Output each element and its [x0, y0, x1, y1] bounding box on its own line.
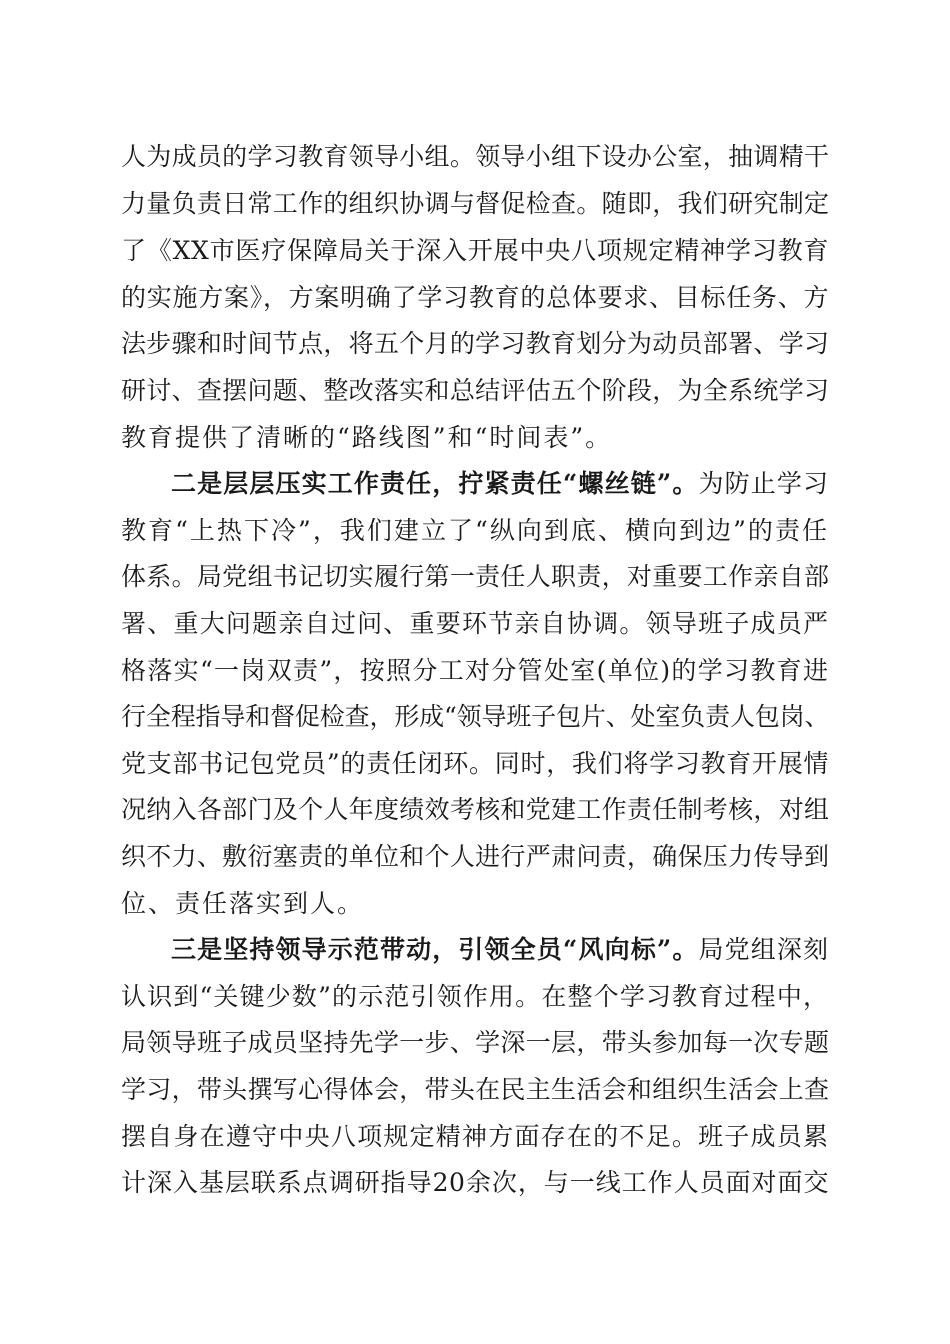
paragraph-3-line-3: 局领导班子成员坚持先学一步、学深一层，带头参加每一次专题	[121, 1028, 829, 1057]
paragraph-1-line-3: 了《XX市医疗保障局关于深入开展中央八项规定精神学习教育	[121, 236, 829, 265]
paragraph-2-line-7: 党支部书记包党员”的责任闭环。同时，我们将学习教育开展情	[121, 749, 829, 778]
paragraph-2-line-1	[171, 462, 829, 506]
paragraph-3-line-1	[171, 928, 829, 972]
paragraph-3-line-5: 摆自身在遵守中央八项规定精神方面存在的不足。班子成员累	[121, 1122, 829, 1151]
paragraph-3-line-4: 学习，带头撰写心得体会，带头在民主生活会和组织生活会上查	[121, 1075, 829, 1104]
paragraph-2-line-8: 况纳入各部门及个人年度绩效考核和党建工作责任制考核，对组	[121, 795, 829, 824]
paragraph-3-line-2: 认识到“关键少数”的示范引领作用。在整个学习教育过程中，	[121, 982, 829, 1011]
paragraph-1-line-5: 法步骤和时间节点，将五个月的学习教育划分为动员部署、学习	[121, 329, 829, 358]
paragraph-2-line-6: 行全程指导和督促检查，形成“领导班子包片、处室负责人包岗、	[121, 702, 829, 731]
paragraph-2-lead: 二是层层压实工作责任，拧紧责任“螺丝链”。	[171, 469, 699, 498]
paragraph-1-line-7: 教育提供了清晰的“路线图”和“时间表”。	[121, 423, 613, 452]
paragraph-1-line-4: 的实施方案》，方案明确了学习教育的总体要求、目标任务、方	[121, 283, 829, 312]
paragraph-3-lead: 三是坚持领导示范带动，引领全员“风向标”。	[171, 935, 699, 964]
paragraph-2-line-2: 教育“上热下冷”，我们建立了“纵向到底、横向到边”的责任	[121, 516, 829, 545]
paragraph-2-line-5: 格落实“一岗双责”，按照分工对分管处室(单位)的学习教育进	[121, 656, 829, 685]
paragraph-2-line-9: 织不力、敷衍塞责的单位和个人进行严肃问责，确保压力传导到	[121, 842, 829, 871]
paragraph-2-line-10: 位、责任落实到人。	[121, 889, 365, 918]
paragraph-2-line-4: 署、重大问题亲自过问、重要环节亲自协调。领导班子成员严	[121, 609, 829, 638]
paragraph-2-line-3: 体系。局党组书记切实履行第一责任人职责，对重要工作亲自部	[121, 562, 829, 591]
paragraph-1-line-6: 研讨、查摆问题、整改落实和总结评估五个阶段，为全系统学习	[121, 376, 829, 405]
paragraph-1-line-1: 人为成员的学习教育领导小组。领导小组下设办公室，抽调精干	[121, 142, 829, 171]
paragraph-3-line-6: 计深入基层联系点调研指导20余次，与一线工作人员面对面交	[121, 1168, 829, 1197]
paragraph-1-line-2: 力量负责日常工作的组织协调与督促检查。随即，我们研究制定	[121, 189, 829, 218]
paragraph-3-line-1-rest: 局党组深刻	[698, 935, 829, 964]
paragraph-2-line-1-rest: 为防止学习	[698, 469, 829, 498]
